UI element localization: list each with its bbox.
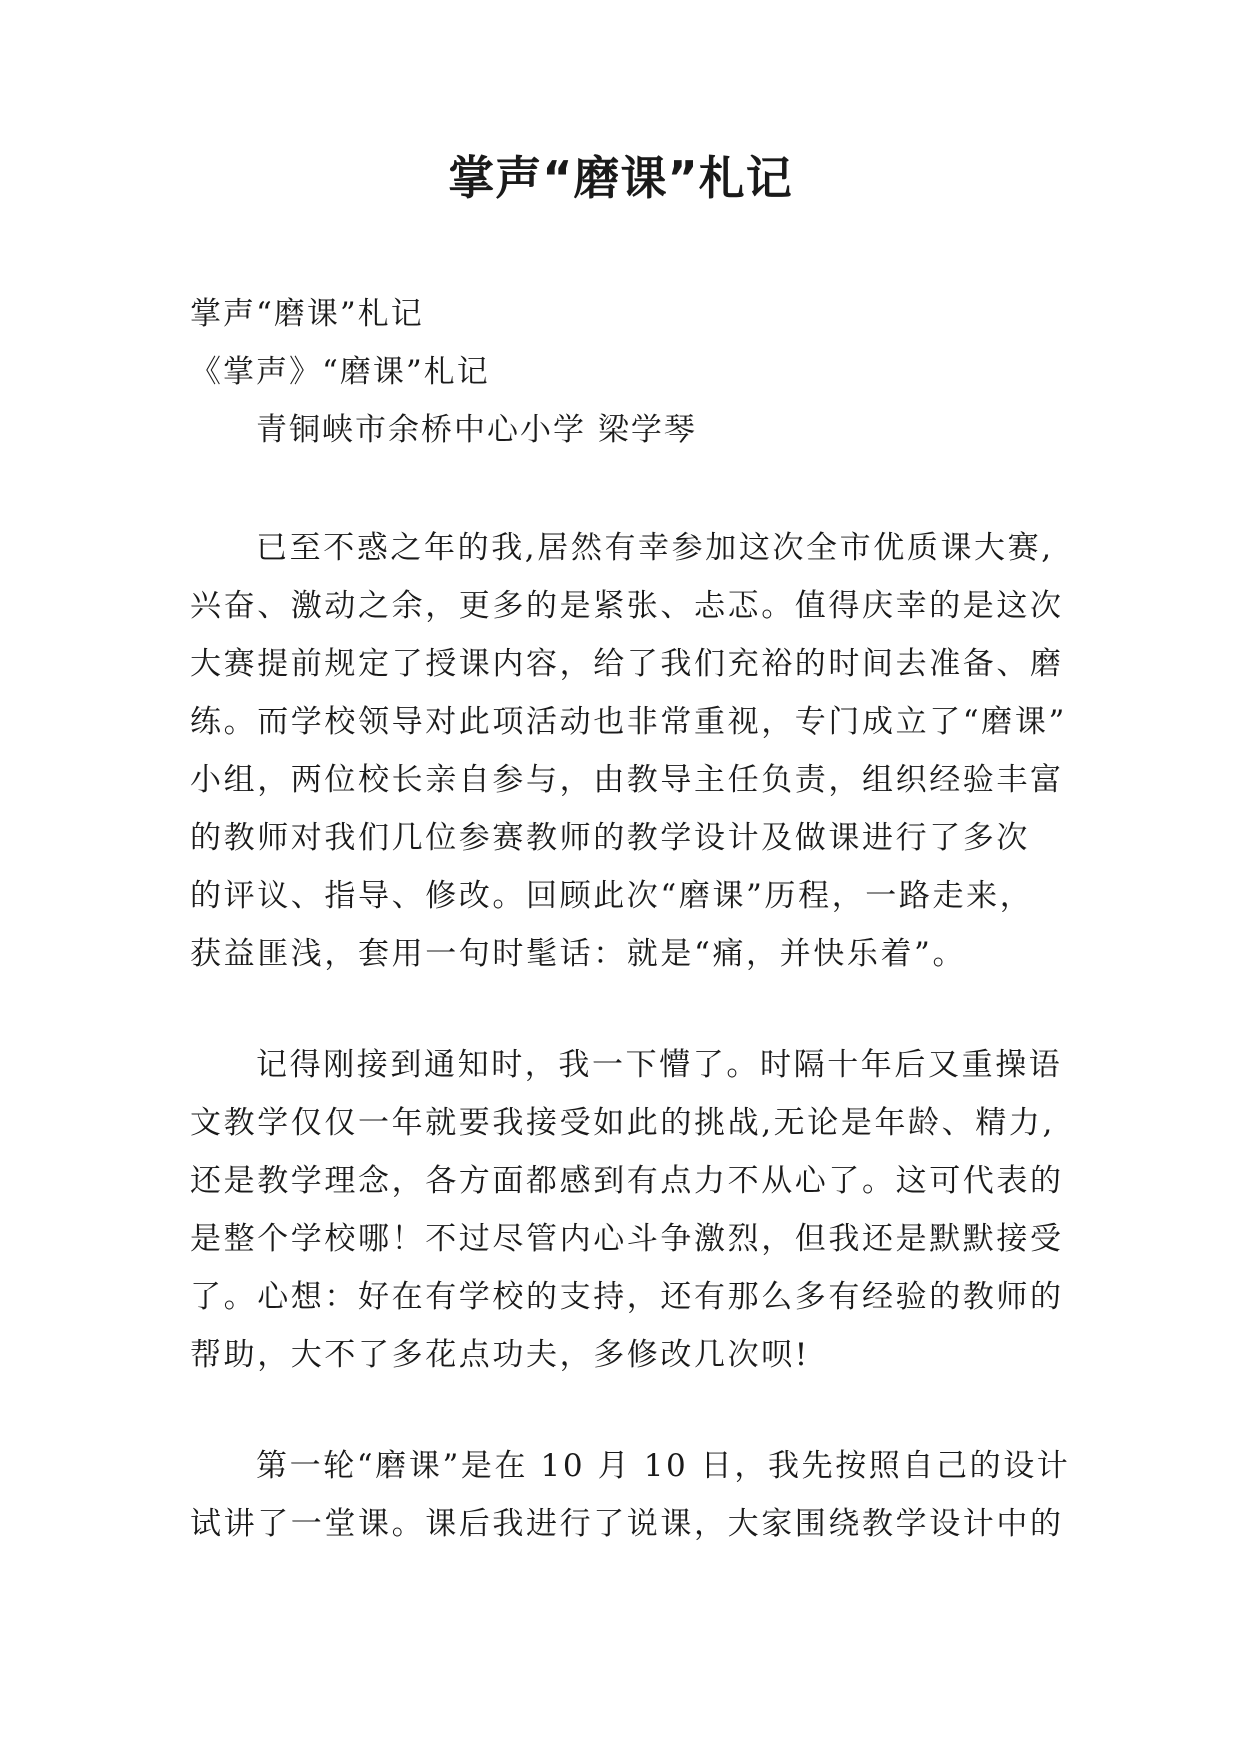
paragraph-line: 大赛提前规定了授课内容，给了我们充裕的时间去准备、磨 xyxy=(190,646,1064,682)
paragraph-line: 的评议、指导、修改。回顾此次“磨课”历程，一路走来， xyxy=(190,878,1034,914)
subtitle-line-2: 《掌声》“磨课”札记 xyxy=(190,354,490,390)
paragraph-line: 的教师对我们几位参赛教师的教学设计及做课进行了多次 xyxy=(190,820,1030,856)
paragraph-line: 获益匪浅，套用一句时髦话：就是“痛，并快乐着”。 xyxy=(190,936,967,972)
paragraph-line: 帮助，大不了多花点功夫，多修改几次呗! xyxy=(190,1337,810,1373)
document-title: 掌声“磨课”札记 xyxy=(448,151,793,205)
paragraph-3 xyxy=(190,1437,1071,1553)
author-line: 青铜峡市余桥中心小学 梁学琴 xyxy=(256,412,697,448)
paragraph-line: 文教学仅仅一年就要我接受如此的挑战,无论是年龄、精力, xyxy=(190,1105,1055,1141)
paragraph-line: 还是教学理念，各方面都感到有点力不从心了。这可代表的 xyxy=(190,1163,1064,1199)
subtitle-line-1: 掌声“磨课”札记 xyxy=(190,296,424,332)
paragraph-line: 记得刚接到通知时，我一下懵了。时隔十年后又重操语 xyxy=(256,1047,1063,1083)
paragraph-2 xyxy=(190,1036,1064,1384)
paragraph-line: 了。心想：好在有学校的支持，还有那么多有经验的教师的 xyxy=(190,1279,1064,1315)
paragraph-line: 小组，两位校长亲自参与，由教导主任负责，组织经验丰富 xyxy=(190,762,1064,798)
paragraph-line: 兴奋、激动之余，更多的是紧张、忐忑。值得庆幸的是这次 xyxy=(190,588,1064,624)
paragraph-line: 试讲了一堂课。课后我进行了说课，大家围绕教学设计中的 xyxy=(190,1506,1064,1542)
paragraph-line: 是整个学校哪！不过尽管内心斗争激烈，但我还是默默接受 xyxy=(190,1221,1064,1257)
paragraph-1 xyxy=(190,519,1067,983)
paragraph-line: 第一轮“磨课”是在 10 月 10 日，我先按照自己的设计 xyxy=(256,1448,1071,1484)
paragraph-line: 已至不惑之年的我,居然有幸参加这次全市优质课大赛, xyxy=(256,530,1054,566)
paragraph-line: 练。而学校领导对此项活动也非常重视，专门成立了“磨课” xyxy=(190,704,1067,740)
